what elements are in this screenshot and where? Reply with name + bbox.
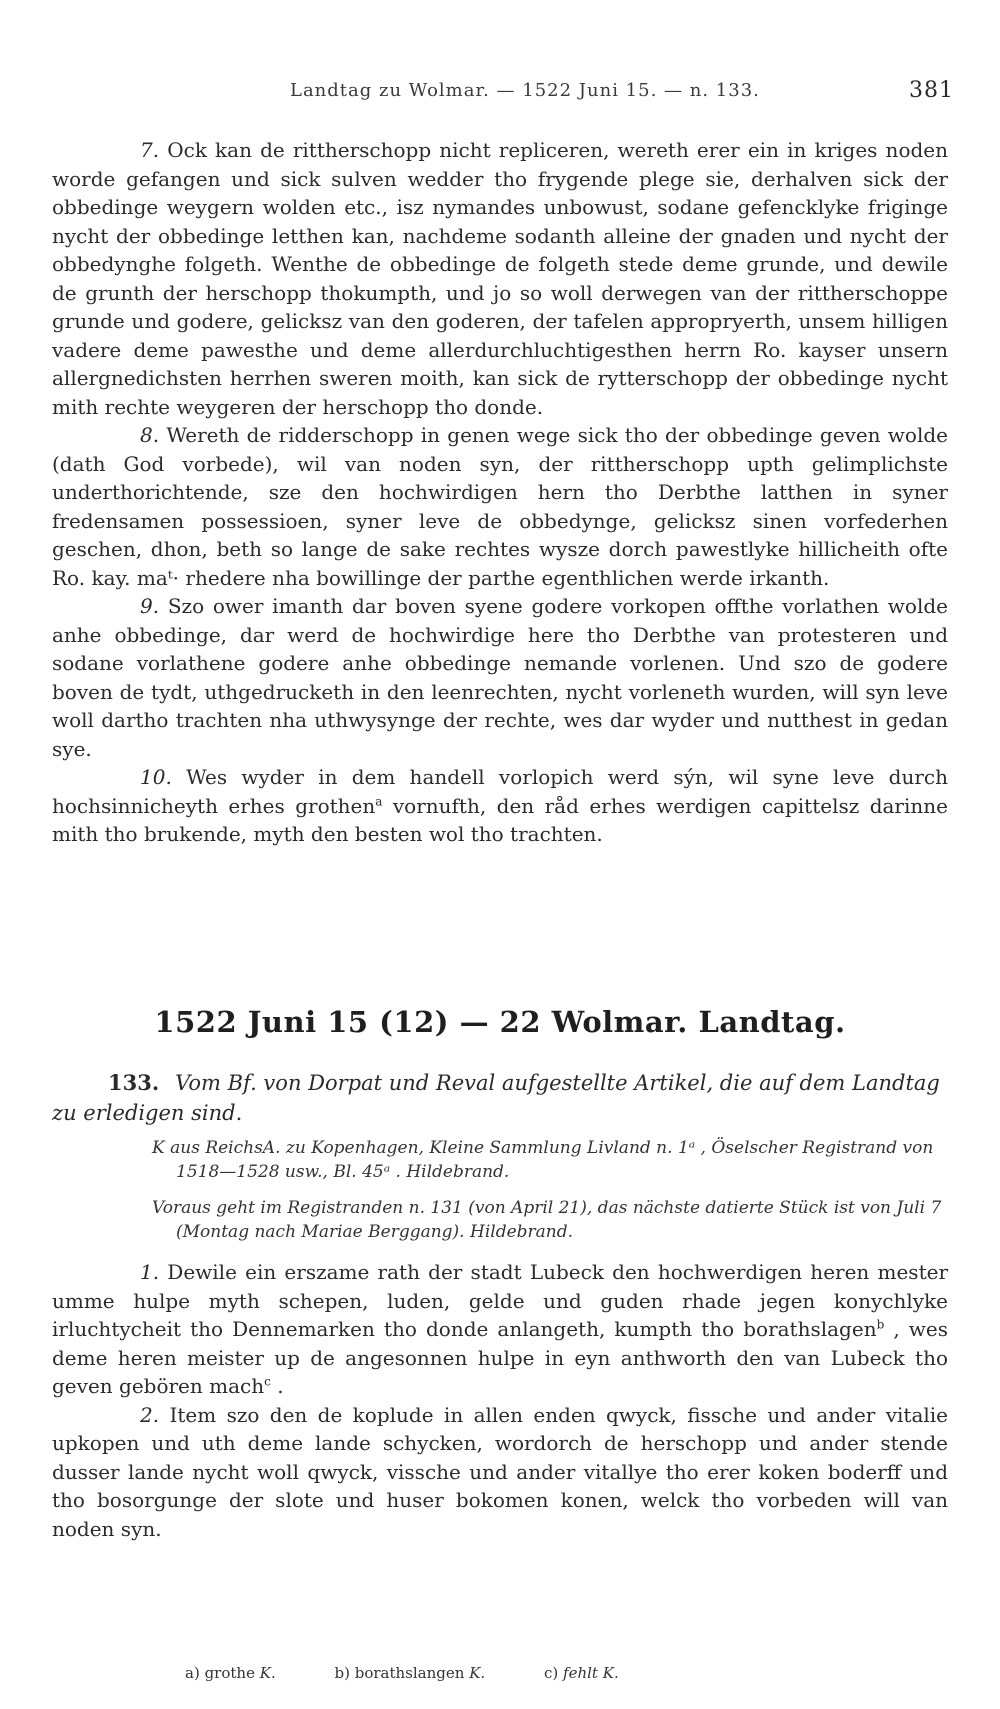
paragraph-7 — [52, 136, 948, 421]
body-bottom — [52, 1258, 948, 1543]
footnote-siglum: K. — [602, 1664, 619, 1682]
paragraph-10 — [52, 763, 948, 849]
paragraph-text: Wereth de ridderschopp in genen wege sick tho der obbedinge geven wolde (dath God vorbede), wil van noden syn, der rittherschopp upth gelimplichste underthorichtende, sze den hochwirdigen hern tho Derbthe latthen in syner fredensamen possessioen, syner leve de obbedynge, gelicksz sinen vorfederhen geschen, dhon, beth so lange de sake rechtes wysze dorch pawestlyke hillicheith ofte Ro. kay. maᵗ· rhedere nha bowillinge der parthe egenthlichen werde irkanth. — [52, 423, 948, 590]
paragraph-number: 9. — [140, 594, 160, 618]
paragraph-8 — [52, 421, 948, 592]
paragraph-text: Wes wyder in dem handell vorlopich werd sýn, wil syne leve durch hochsinnicheyth erhes grothen — [52, 765, 948, 818]
article-text-cont: , wes deme heren meister up de angesonnen hulpe in eyn anthworth den van Lubeck tho geven gebören mach — [52, 1317, 948, 1398]
body-top — [52, 136, 948, 849]
paragraph-number: 10. — [140, 765, 172, 789]
footnote-ref-c: c — [264, 1374, 271, 1389]
footnote-mark: b) — [334, 1664, 350, 1682]
article-2 — [52, 1401, 948, 1544]
paragraph-text: Ock kan de rittherschopp nicht repliceren, wereth erer ein in kriges noden worde gefangen und sick sulven wedder tho frygende plege sie, derhalven sick der obbedinge weygern wolden etc., isz nymandes unbowust, sodane gefencklyke friginge nycht der obbedinge letthen kan, nachdeme sodanth alleine der gnaden und nycht der obbedynghe folgeth. Wenthe de obbedinge de folgeth stede deme grunde, und dewile de grunth der herschopp thokumpth, und jo so woll derwegen van der rittherschoppe grunde und godere, gelicksz van den goderen, der tafelen appropryerth, unsem hilligen vadere deme pawesthe und deme allerdurchluchtigesthen herrn Ro. kayser unsern allergnedichsten herrhen sweren moith, kan sick de rytterschopp der obbedinge nycht mith rechte weygeren der herschopp tho donde. — [52, 138, 948, 419]
footnote-text: fehlt — [563, 1664, 598, 1682]
footnote-a — [185, 1664, 276, 1682]
page-number: 381 — [909, 78, 954, 103]
footnote-siglum: K. — [469, 1664, 486, 1682]
article-text: Dewile ein erszame rath der stadt Lubeck den hochwerdigen heren mester umme hulpe myth schepen, luden, gelde und guden rhade jegen konychlyke irluchtycheit tho Dennemarken tho donde anlangeth, kumpth tho borathslagen — [52, 1260, 948, 1341]
running-head — [0, 76, 1000, 110]
footnote-ref-a: a — [375, 793, 383, 808]
running-title: Landtag zu Wolmar. — 1522 Juni 15. — n. 133. — [290, 80, 760, 101]
article-text-end: . — [270, 1374, 284, 1398]
footnote-mark: c) — [543, 1664, 559, 1682]
paragraph-text-cont: vornufth, den råd erhes werdigen capittelsz darinne mith tho brukende, myth den besten wol tho trachten. — [52, 793, 948, 846]
article-number: 2. — [140, 1402, 160, 1427]
section-heading: 1522 Juni 15 (12) — 22 Wolmar. Landtag. — [154, 1005, 846, 1039]
article-1 — [52, 1258, 948, 1401]
source-note: K aus ReichsA. zu Kopenhagen, Kleine Sammlung Livland n. 1ᵃ , Öselscher Registrand von 1518—1528 usw., Bl. 45ᵃ . Hildebrand. — [152, 1138, 934, 1182]
footnote-ref-b: b — [876, 1317, 885, 1332]
footnote-text: grothe — [204, 1664, 255, 1682]
footnote-text: borathslangen — [354, 1664, 465, 1682]
article-text: Item szo den de koplude in allen enden qwyck, fissche und ander vitalie upkopen und uth deme lande schycken, wordorch de herschopp und ander stende dusser lande nycht woll qwyck, vissche und ander vitallye tho erer koken boderff und tho bosorgunge der slote und huser bokomen konen, welck tho vorbeden will van noden syn. — [52, 1402, 949, 1541]
paragraph-number: 7. — [140, 138, 160, 162]
footnote-mark: a) — [185, 1664, 200, 1682]
footnote-siglum: K. — [259, 1664, 276, 1682]
footnote-b — [335, 1664, 486, 1682]
paragraph-number: 8. — [140, 423, 160, 447]
footnote-c — [544, 1664, 619, 1682]
footnotes — [185, 1664, 885, 1682]
preceding-note: Voraus geht im Registranden n. 131 (von April 21), das nächste datierte Stück ist von Juli 7 (Montag nach Mariae Berggang). Hildebrand. — [152, 1198, 942, 1242]
document-number: 133. — [108, 1070, 160, 1095]
document-title — [52, 1068, 948, 1128]
paragraph-9 — [52, 592, 948, 763]
document-title-text: Vom Bf. von Dorpat und Reval aufgestellte Artikel, die auf dem Landtag zu erledigen sind. — [52, 1071, 940, 1125]
paragraph-text: Szo ower imanth dar boven syene godere vorkopen offthe vorlathen wolde anhe obbedinge, dar werd de hochwirdige here tho Derbthe van protesteren und sodane vorlathene godere anhe obbedinge nemande vorlenen. Und szo de godere boven de tydt, uthgedrucketh in den leenrechten, nycht vorleneth wurden, will syn leve woll dartho trachten nha uthwysynge der rechte, wes dar wyder und nutthest in gedan sye. — [52, 594, 948, 761]
article-number: 1. — [140, 1260, 160, 1284]
